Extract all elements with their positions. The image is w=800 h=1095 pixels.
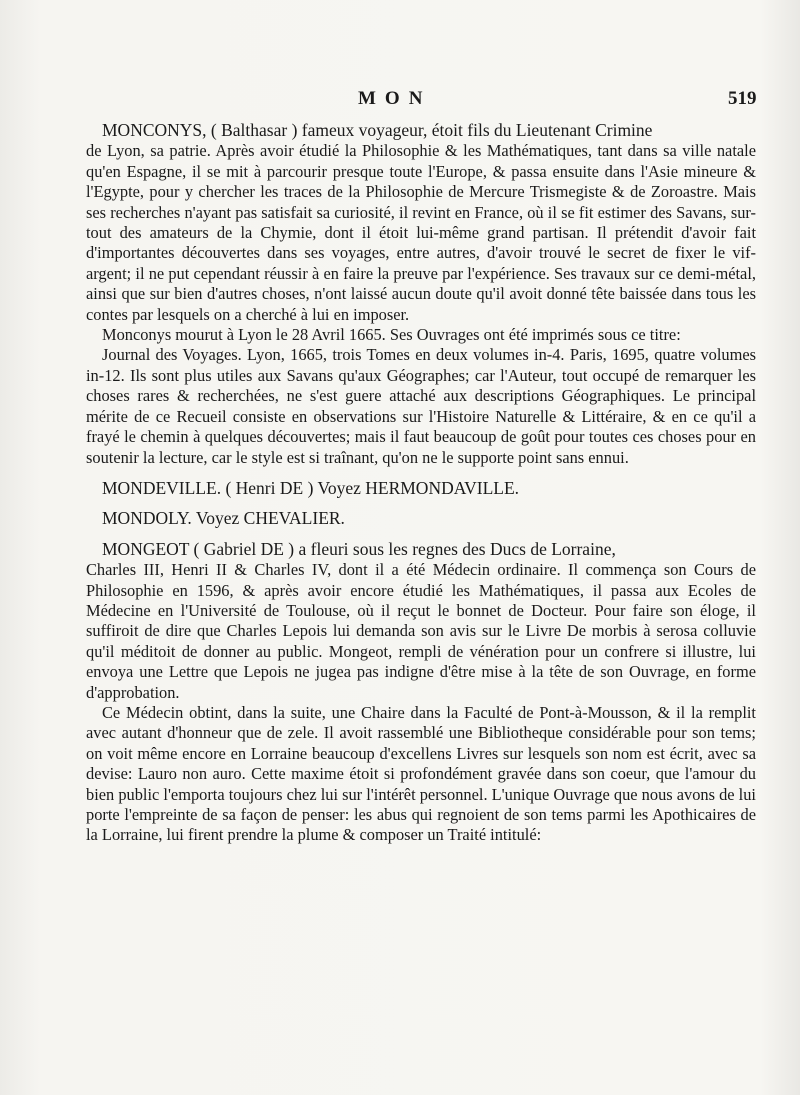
entry-monconys-para-1: de Lyon, sa patrie. Après avoir étudié la Philosophie & les Mathématiques, tant dans sa ville natale qu'en Espagne, il se mit à parcourir presque toute l'Europe, & passa ensuite dans l'Asie mineure & l'Egypte, pour y chercher les traces de la Philosophie de Mercure Trismegiste & de Zoroastre. Mais ses recherches n'ayant pas satisfait sa curiosité, il revint en France, où il se fit estimer des Savans, sur-tout des amateurs de la Chymie, dont il étoit lui-même grand partisan. Il prétendit d'avoir fait d'importantes découvertes dans ses voyages, entre autres, d'avoir trouvé le secret de fixer le vif-argent; il ne put cependant réussir à en faire la preuve par l'expérience. Ses travaux sur ce demi-métal, ainsi que sur bien d'autres choses, n'ont laissé aucun doute qu'il avoit donné tête baissée dans tous les contes par lesquels on a cherché à lui en imposer.: [86, 141, 756, 324]
running-title: MON: [358, 88, 432, 109]
entry-monconys-para-2: Monconys mourut à Lyon le 28 Avril 1665. Ses Ouvrages ont été imprimés sous ce titre:: [102, 325, 681, 345]
entry-mongeot-head: MONGEOT ( Gabriel DE ) a fleuri sous les regnes des Ducs de Lorraine,: [102, 538, 616, 559]
entry-mondoly-xref: MONDOLY. Voyez CHEVALIER.: [102, 508, 345, 529]
entry-mongeot-para-2: Ce Médecin obtint, dans la suite, une Chaire dans la Faculté de Pont-à-Mousson, & il la remplit avec autant d'honneur que de zele. Il avoit rassemblé une Bibliotheque considérable pour son tems; on voit même encore en Lorraine beaucoup d'excellens Livres sur lesquels son nom est écrit, avec sa devise: Lauro non auro. Cette maxime étoit si profondément gravée dans son coeur, que l'amour du bien public l'emporta toujours chez lui sur l'intérêt personnel. L'unique Ouvrage que nous avons de lui porte l'empreinte de sa façon de penser: les abus qui regnoient de son tems parmi les Apothicaires de la Lorraine, lui firent prendre la plume & composer un Traité intitulé:: [86, 702, 756, 845]
page-number: 519: [728, 88, 757, 109]
entry-mongeot-para-1: Charles III, Henri II & Charles IV, dont il a été Médecin ordinaire. Il commença son Cours de Philosophie en 1596, & après avoir encore étudié les Mathématiques, il passa aux Ecoles de Médecine en l'Université de Toulouse, où il reçut le bonnet de Docteur. Pour faire son éloge, il suffiroit de dire que Charles Lepois lui demanda son avis sur le Livre De morbis à serosa colluvie qu'il méditoit de donner au public. Mongeot, rempli de vénération pour un confrere si illustre, lui envoya une Lettre que Lepois ne jugea pas indigne d'être mise à la tête de son Ouvrage, en forme d'approbation.: [86, 560, 756, 702]
page-body: [86, 120, 756, 846]
entry-monconys-para-3: Journal des Voyages. Lyon, 1665, trois Tomes en deux volumes in-4. Paris, 1695, quatre volumes in-12. Ils sont plus utiles aux Savans qu'aux Géographes; car l'Auteur, tout occupé de remarquer les choses rares & recherchées, ne s'est guere attaché aux descriptions Géographiques. Le principal mérite de ce Recueil consiste en observations sur l'Histoire Naturelle & Littéraire, & en ce qu'il a frayé le chemin à quelques découvertes; mais il faut beaucoup de goût pour toutes ces choses pour en soutenir la lecture, car le style est si traînant, qu'on ne le supporte point sans ennui.: [86, 345, 756, 467]
entry-monconys-head: MONCONYS, ( Balthasar ) fameux voyageur, étoit fils du Lieutenant Crimine: [102, 120, 653, 140]
entry-mondeville-xref: MONDEVILLE. ( Henri DE ) Voyez HERMONDAVILLE.: [102, 477, 520, 498]
running-header: [0, 88, 800, 118]
